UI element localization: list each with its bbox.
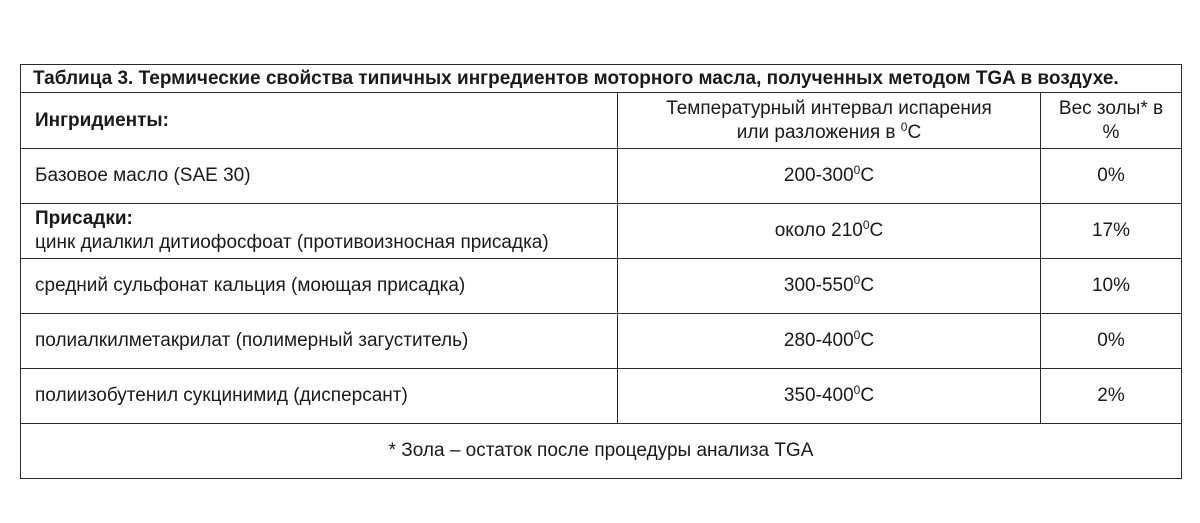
table-footnote: * Зола – остаток после процедуры анализа TGA xyxy=(21,424,1182,479)
ash-cell: 2% xyxy=(1041,369,1182,424)
temperature-cell xyxy=(618,149,1041,204)
ash-cell: 0% xyxy=(1041,314,1182,369)
degree-superscript: 0 xyxy=(900,119,908,134)
temperature-cell xyxy=(618,369,1041,424)
header-ingredients: Ингридиенты: xyxy=(21,93,618,149)
degree-superscript: 0 xyxy=(853,328,861,343)
ash-cell: 17% xyxy=(1041,204,1182,259)
ingredient-cell: Базовое масло (SAE 30) xyxy=(21,149,618,204)
ash-cell: 10% xyxy=(1041,259,1182,314)
temperature-value: 280-400 xyxy=(783,330,854,352)
ash-cell: 0% xyxy=(1041,149,1182,204)
degree-superscript: 0 xyxy=(853,383,861,398)
degree-superscript: 0 xyxy=(853,163,861,178)
table-caption: Таблица 3. Термические свойства типичных ингредиентов моторного масла, полученных методом TGA в воздухе. xyxy=(21,65,1182,93)
additives-group-label: Присадки: xyxy=(35,208,133,230)
temperature-cell xyxy=(618,204,1041,259)
header-temperature-line2-text: или разложения в xyxy=(736,121,901,143)
temperature-unit: С xyxy=(860,385,875,407)
temperature-value: 300-550 xyxy=(783,275,854,297)
thermal-properties-table xyxy=(20,64,1182,479)
temperature-value: 350-400 xyxy=(783,385,854,407)
table-row xyxy=(21,369,1182,424)
temperature-unit: С xyxy=(860,330,875,352)
header-temperature-range xyxy=(618,93,1041,149)
header-ash-line1: Вес золы* в xyxy=(1058,97,1164,119)
degree-superscript: 0 xyxy=(862,218,870,233)
temperature-cell xyxy=(618,314,1041,369)
header-temperature-unit: С xyxy=(907,121,922,143)
ingredient-cell: средний сульфонат кальция (моющая присадка) xyxy=(21,259,618,314)
temperature-cell xyxy=(618,259,1041,314)
table-row xyxy=(21,149,1182,204)
header-ash-weight xyxy=(1041,93,1182,149)
header-temperature-line1: Температурный интервал испарения xyxy=(666,97,992,119)
temperature-unit: С xyxy=(860,275,875,297)
temperature-unit: С xyxy=(860,165,875,187)
temperature-value: около 210 xyxy=(774,220,863,242)
ingredient-cell: полиизобутенил сукцинимид (дисперсант) xyxy=(21,369,618,424)
header-ash-line2: % xyxy=(1102,121,1120,143)
table-row xyxy=(21,314,1182,369)
table-header-row xyxy=(21,93,1182,149)
header-temperature-line2 xyxy=(628,121,1030,145)
temperature-value: 200-300 xyxy=(783,165,854,187)
ingredient-label: цинк диалкил дитиофосфоат (противоизносная присадка) xyxy=(35,232,549,253)
degree-superscript: 0 xyxy=(853,273,861,288)
table-row xyxy=(21,259,1182,314)
table-row xyxy=(21,204,1182,259)
ingredient-cell: полиалкилметакрилат (полимерный загуститель) xyxy=(21,314,618,369)
ingredient-cell xyxy=(21,204,618,259)
temperature-unit: С xyxy=(869,220,884,242)
